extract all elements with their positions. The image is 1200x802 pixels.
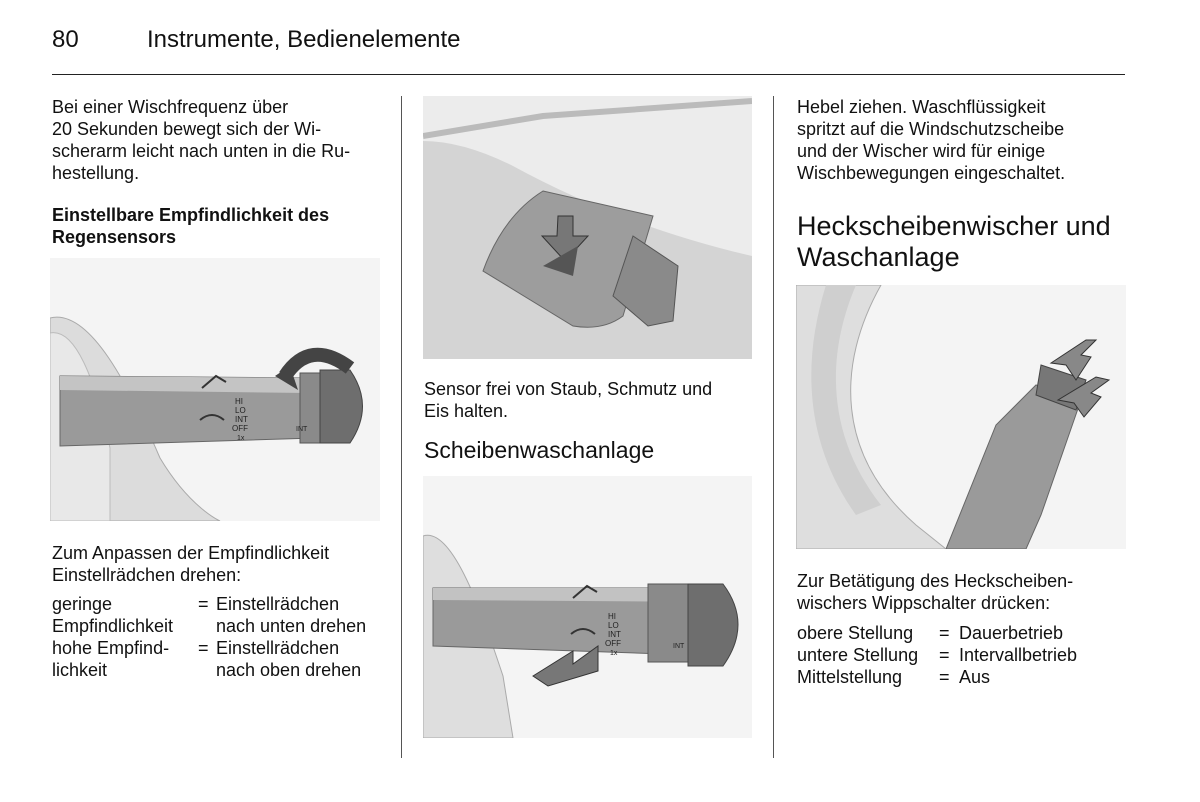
rear-wiper-heading [797, 211, 1137, 273]
term-line: geringe [52, 594, 113, 614]
mode-label-int: INT [608, 630, 621, 639]
desc-line: nach oben drehen [216, 660, 362, 680]
intro-paragraph [52, 96, 387, 184]
text-line: scherarm leicht nach unten in die Ru- [52, 141, 351, 161]
sensitivity-definitions [52, 593, 366, 681]
definition-row [52, 637, 366, 681]
washer-stalk-illustration [423, 476, 752, 738]
rear-wiper-instruction [797, 570, 1137, 614]
definition-description [216, 637, 366, 681]
sensitivity-wheel-figure [50, 258, 380, 521]
mode-label-int: INT [235, 415, 248, 424]
rear-wiper-definitions [797, 622, 1077, 688]
definition-row [797, 644, 1077, 666]
desc-line: Einstellrädchen [216, 638, 340, 658]
mode-label-off: OFF [232, 424, 248, 433]
header-rule [52, 74, 1125, 75]
desc-line: nach unten drehen [216, 616, 367, 636]
definition-description: Dauerbetrieb [959, 623, 1064, 643]
definition-description [216, 593, 366, 637]
definition-term: obere Stellung [797, 623, 914, 643]
rain-sensor-subheading [52, 204, 387, 248]
text-line: Zur Betätigung des Heckscheiben- [797, 571, 1074, 591]
mode-label-hi: HI [235, 397, 243, 406]
text-line: hestellung. [52, 163, 140, 183]
definition-description: Aus [959, 667, 991, 687]
text-line: spritzt auf die Windschutzscheibe [797, 119, 1065, 139]
wiper-stalk-illustration [50, 258, 380, 521]
term-line: Empfindlichkeit [52, 616, 174, 636]
subheading-line: Regensensors [52, 227, 177, 247]
rear-wiper-illustration [796, 285, 1126, 549]
term-line: lichkeit [52, 660, 108, 680]
text-line: 20 Sekunden bewegt sich der Wi- [52, 119, 322, 139]
definition-row [52, 593, 366, 637]
wheel-label-int: INT [673, 643, 685, 650]
windshield-sensor-illustration [423, 96, 752, 359]
definition-row [797, 622, 1077, 644]
definition-separator: = [198, 594, 209, 614]
washer-stalk-figure [423, 476, 752, 738]
heading-line: Heckscheibenwischer und [797, 211, 1111, 241]
mode-label-lo: LO [608, 621, 619, 630]
sensor-instruction [424, 378, 764, 422]
text-line: Bei einer Wischfrequenz über [52, 97, 289, 117]
definition-term: untere Stellung [797, 645, 919, 665]
text-line: Hebel ziehen. Waschflüssigkeit [797, 97, 1046, 117]
definition-description: Intervallbetrieb [959, 645, 1078, 665]
definition-term [52, 637, 198, 681]
term-line: hohe Empfind- [52, 638, 170, 658]
wheel-label-int: INT [296, 426, 308, 433]
text-line: Zum Anpassen der Empfindlichkeit [52, 543, 330, 563]
column-divider-2 [773, 96, 774, 758]
text-line: wischers Wippschalter drücken: [797, 593, 1051, 613]
page-number: 80 [52, 26, 79, 53]
heading-line: Waschanlage [797, 242, 960, 272]
definition-separator: = [939, 623, 950, 643]
definition-separator: = [939, 667, 950, 687]
washer-heading: Scheibenwaschanlage [424, 437, 655, 463]
mode-label-1x: 1x [610, 650, 618, 657]
subheading-line: Einstellbare Empfindlichkeit des [52, 205, 330, 225]
mode-label-lo: LO [235, 406, 246, 415]
mode-label-off: OFF [605, 639, 621, 648]
column-divider-1 [401, 96, 402, 758]
text-line: Eis halten. [424, 401, 509, 421]
text-line: Sensor frei von Staub, Schmutz und [424, 379, 713, 399]
mode-label-1x: 1x [237, 435, 245, 442]
text-line: Einstellrädchen drehen: [52, 565, 242, 585]
definition-row [797, 666, 1077, 688]
definition-separator: = [939, 645, 950, 665]
text-line: Wischbewegungen eingeschaltet. [797, 163, 1066, 183]
definition-term: Mittelstellung [797, 667, 903, 687]
desc-line: Einstellrädchen [216, 594, 340, 614]
chapter-title: Instrumente, Bedienelemente [147, 26, 461, 53]
definition-term [52, 593, 198, 637]
text-line: und der Wischer wird für einige [797, 141, 1046, 161]
mode-label-hi: HI [608, 612, 616, 621]
definition-separator: = [198, 638, 209, 658]
rear-wiper-figure [796, 285, 1126, 549]
sensitivity-instruction [52, 542, 387, 586]
washer-paragraph [797, 96, 1127, 184]
rain-sensor-figure [423, 96, 752, 359]
